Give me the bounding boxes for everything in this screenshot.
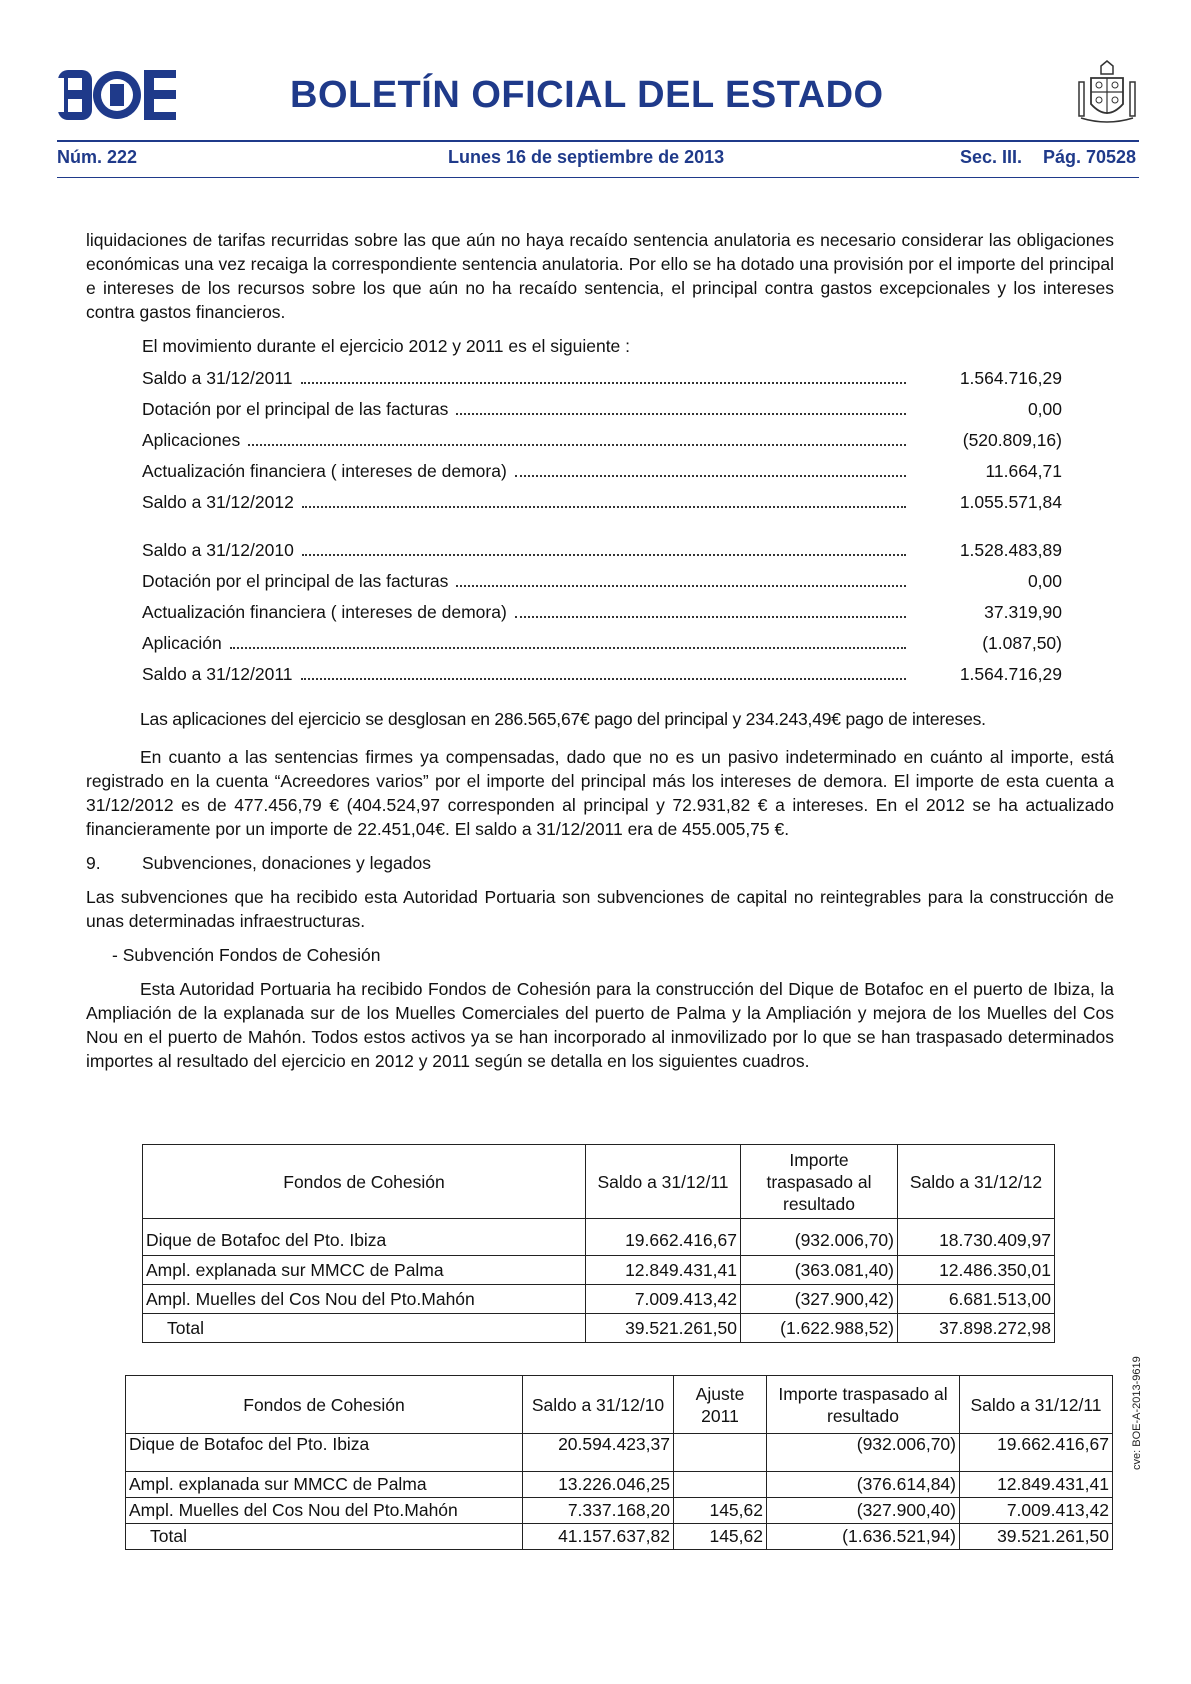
movement-row: Actualización financiera ( intereses de demora) 37.319,90 xyxy=(142,602,1062,622)
section-number: 9. xyxy=(86,853,101,873)
table-row: Dique de Botafoc del Pto. Ibiza 19.662.416,67 (932.006,70) 18.730.409,97 xyxy=(143,1227,1055,1256)
table-row: Ampl. Muelles del Cos Nou del Pto.Mahón 7.009.413,42 (327.900,42) 6.681.513,00 xyxy=(143,1285,1055,1314)
movement-row: Aplicaciones (520.809,16) xyxy=(142,430,1062,450)
intro-paragraph: liquidaciones de tarifas recurridas sobre las que aún no haya recaído sentencia anulatoria es necesario considerar las obligaciones económicas una vez recaiga la correspondiente sentencia anulatoria. Por ello se ha dotado una provisión por el importe del principal e intereses de los recursos sobre los que aún no ha recaído sentencia, el principal contra gastos excepcionales y los intereses contra gastos financieros. xyxy=(86,230,1114,322)
aplicaciones-paragraph: Las aplicaciones del ejercicio se desglosan en 286.565,67€ pago del principal y 234.243,49€ pago de intereses. xyxy=(140,709,986,729)
page-number: Pág. 70528 xyxy=(1043,147,1137,167)
section-label: Sec. III. xyxy=(960,147,1023,167)
table-header: Fondos de Cohesión xyxy=(126,1376,523,1434)
table-row: Ampl. explanada sur MMCC de Palma 13.226.046,25 (376.614,84) 12.849.431,41 xyxy=(126,1472,1113,1498)
table-header: Saldo a 31/12/11 xyxy=(586,1145,741,1219)
movement-2011-list xyxy=(142,538,1062,693)
table-header: Importe traspasado al resultado xyxy=(767,1376,960,1434)
movement-intro: El movimiento durante el ejercicio 2012 y 2011 es el siguiente : xyxy=(142,336,631,356)
movement-2012-list xyxy=(142,366,1062,521)
subvenciones-paragraph: Las subvenciones que ha recibido esta Autoridad Portuaria son subvenciones de capital no reintegrables para la construcción de unas determinadas infraestructuras. xyxy=(86,887,1114,931)
movement-row: Saldo a 31/12/2012 1.055.571,84 xyxy=(142,492,1062,512)
header-rule-bottom xyxy=(57,177,1139,178)
table-row: Dique de Botafoc del Pto. Ibiza 20.594.423,37 (932.006,70) 19.662.416,67 xyxy=(126,1434,1113,1472)
table-total-row: Total 39.521.261,50 (1.622.988,52) 37.898.272,98 xyxy=(143,1314,1055,1343)
table-header: Saldo a 31/12/11 xyxy=(960,1376,1113,1434)
header-rule-top xyxy=(57,140,1139,142)
table-header: Ajuste 2011 xyxy=(674,1376,767,1434)
table-header: Importe traspasado al resultado xyxy=(741,1145,898,1219)
cohesion-paragraph: Esta Autoridad Portuaria ha recibido Fondos de Cohesión para la construcción del Dique de Botafoc en el puerto de Ibiza, la Ampliación de la explanada sur de los Muelles Comerciales del puerto de Palma y la Ampliación y mejora de los Muelles del Cos Nou en el puerto de Mahón. Todos estos activos ya se han incorporado al inmovilizado por lo que se han traspasado determinados importes al resultado del ejercicio en 2012 y 2011 según se detalla en los siguientes cuadros. xyxy=(86,979,1114,1071)
sub-heading: - Subvención Fondos de Cohesión xyxy=(112,945,381,965)
movement-row: Saldo a 31/12/2011 1.564.716,29 xyxy=(142,664,1062,684)
table-header: Saldo a 31/12/12 xyxy=(898,1145,1055,1219)
cohesion-table-2012 xyxy=(142,1144,1055,1343)
cohesion-table-2011 xyxy=(125,1375,1113,1550)
document-body xyxy=(86,228,1114,1073)
document-cve-code: cve: BOE-A-2013-9619 xyxy=(1131,1356,1143,1470)
movement-row: Dotación por el principal de las facturas 0,00 xyxy=(142,399,1062,419)
movement-row: Aplicación (1.087,50) xyxy=(142,633,1062,653)
movement-row: Dotación por el principal de las facturas 0,00 xyxy=(142,571,1062,591)
movement-row: Saldo a 31/12/2010 1.528.483,89 xyxy=(142,540,1062,560)
movement-row: Saldo a 31/12/2011 1.564.716,29 xyxy=(142,368,1062,388)
table-total-row: Total 41.157.637,82 145,62 (1.636.521,94) 39.521.261,50 xyxy=(126,1524,1113,1550)
table-row: Ampl. Muelles del Cos Nou del Pto.Mahón 7.337.168,20 145,62 (327.900,40) 7.009.413,42 xyxy=(126,1498,1113,1524)
issue-date: Lunes 16 de septiembre de 2013 xyxy=(448,147,725,167)
issue-number: Núm. 222 xyxy=(57,147,138,167)
table-header: Fondos de Cohesión xyxy=(143,1145,586,1219)
page-title: BOLETÍN OFICIAL DEL ESTADO xyxy=(290,74,884,116)
table-header: Saldo a 31/12/10 xyxy=(523,1376,674,1434)
table-row: Ampl. explanada sur MMCC de Palma 12.849.431,41 (363.081,40) 12.486.350,01 xyxy=(143,1256,1055,1285)
boe-logo xyxy=(58,70,176,120)
sentencias-paragraph: En cuanto a las sentencias firmes ya compensadas, dado que no es un pasivo indeterminado en cuánto al importe, está registrado en la cuenta “Acreedores varios” por el importe del principal más los intereses de demora. El importe de esta cuenta a 31/12/2012 es de 477.456,79 € (404.524,97 corresponden al principal y 72.931,82 € a intereses. En el 2012 se ha actualizado financieramente por un importe de 22.451,04€. El saldo a 31/12/2011 era de 455.005,75 €. xyxy=(86,747,1114,839)
coat-of-arms-icon xyxy=(1075,60,1139,126)
section-heading xyxy=(86,851,1114,875)
movement-row: Actualización financiera ( intereses de demora) 11.664,71 xyxy=(142,461,1062,481)
section-title: Subvenciones, donaciones y legados xyxy=(142,853,431,873)
